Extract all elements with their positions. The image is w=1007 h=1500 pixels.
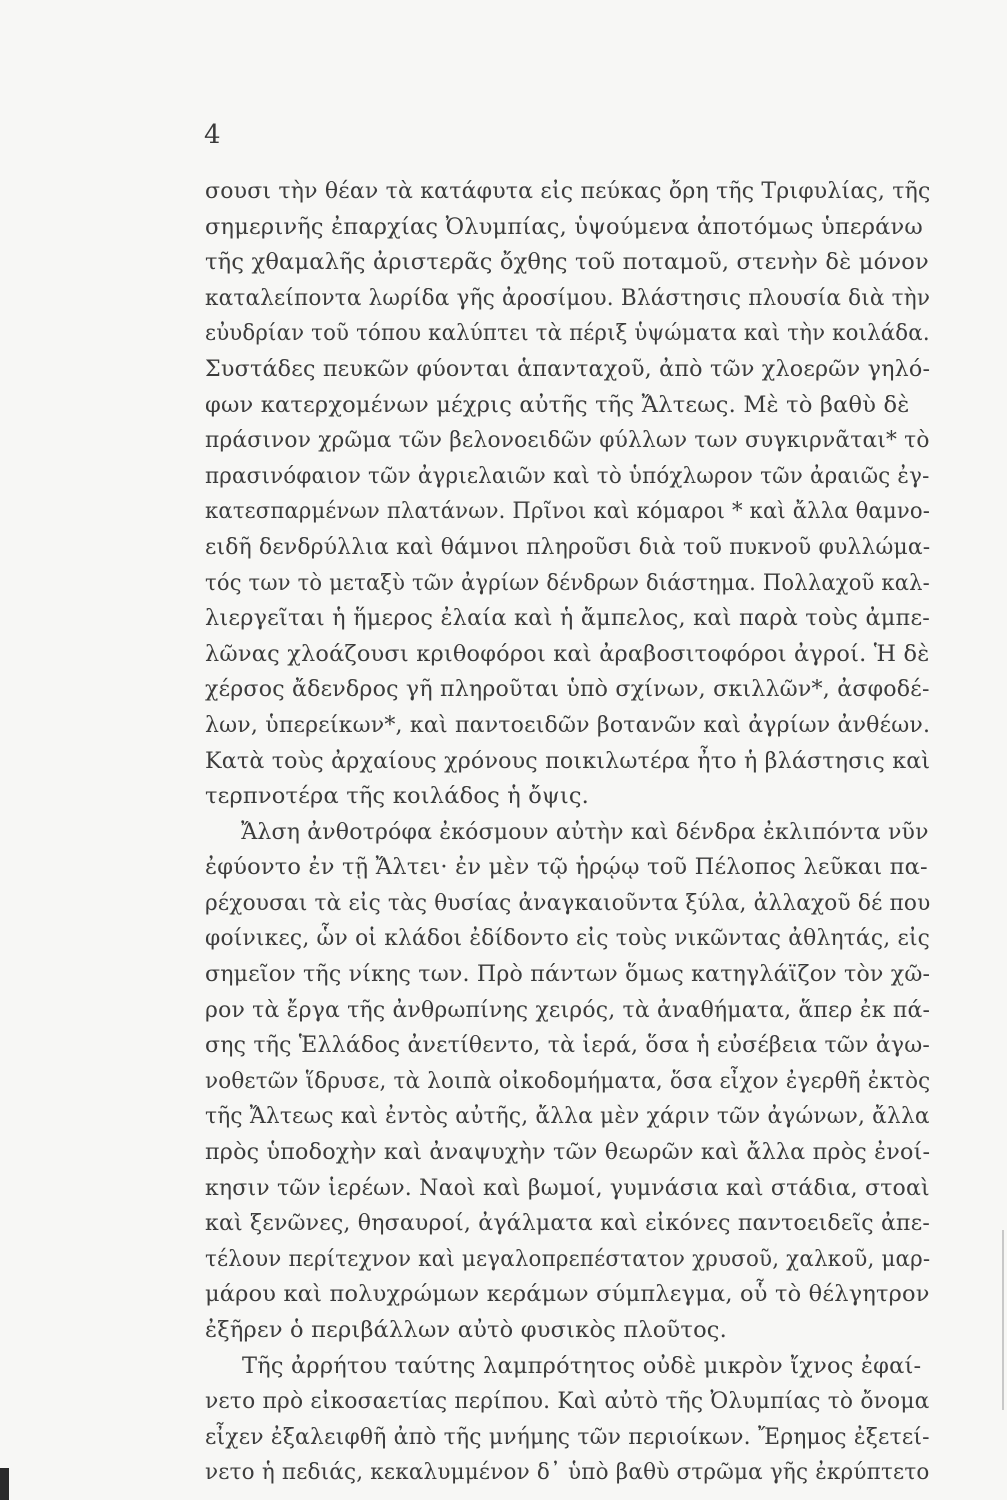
text-line: λων, ὑπερείκων*, καὶ παντοειδῶν βοτανῶν καὶ ἀγρίων ἀνθέων.	[205, 711, 931, 738]
text-line: σης τῆς Ἑλλάδος ἀνετίθεντο, τὰ ἱερά, ὅσα ἡ εὐσέβεια τῶν ἀγω-	[205, 1032, 931, 1059]
text-line: Συστάδες πευκῶν φύονται ἁπανταχοῦ, ἀπὸ τῶν χλοερῶν γηλό-	[205, 355, 931, 382]
body-text	[205, 174, 930, 1491]
text-line: πρασινόφαιον τῶν ἀγριελαιῶν καὶ τὸ ὑπόχλωρον τῶν ἀραιῶς ἐγ-	[205, 462, 930, 489]
text-line: φοίνικες, ὧν οἱ κλάδοι ἐδίδοντο εἰς τοὺς νικῶντας ἀθλητάς, εἰς	[205, 925, 931, 952]
scan-edge-mark	[0, 1468, 9, 1500]
text-line: ρον τὰ ἔργα τῆς ἀνθρωπίνης χειρός, τὰ ἀναθήματα, ἅπερ ἐκ πά-	[205, 996, 931, 1023]
text-line: νετο ἡ πεδιάς, κεκαλυμμένον δ᾽ ὑπὸ βαθὺ στρῶμα γῆς ἐκρύπτετο	[205, 1459, 930, 1486]
text-line: εὐυδρίαν τοῦ τόπου καλύπτει τὰ πέριξ ὑψώματα καὶ τὴν κοιλάδα.	[205, 320, 930, 347]
text-line: τῆς Ἄλτεως καὶ ἐντὸς αὐτῆς, ἄλλα μὲν χάριν τῶν ἀγώνων, ἄλλα	[205, 1103, 930, 1130]
text-line: σημεῖον τῆς νίκης των. Πρὸ πάντων ὅμως κατηγλάϊζον τὸν χῶ-	[205, 961, 931, 988]
text-line: φων κατερχομένων μέχρις αὐτῆς τῆς Ἄλτεως. Μὲ τὸ βαθὺ δὲ	[205, 391, 910, 418]
text-line: ἐξῆρεν ὁ περιβάλλων αὐτὸ φυσικὸς πλοῦτος.	[205, 1317, 727, 1343]
text-line: τός των τὸ μεταξὺ τῶν ἀγρίων δένδρων διάστημα. Πολλαχοῦ καλ-	[205, 569, 930, 596]
paragraph-first-line: Ἄλση ἀνθοτρόφα ἐκόσμουν αὐτὴν καὶ δένδρα ἐκλιπόντα νῦν	[241, 818, 929, 845]
text-line: κατεσπαρμένων πλατάνων. Πρῖνοι καὶ κόμαροι * καὶ ἄλλα θαμνο-	[205, 498, 931, 525]
scan-edge-mark	[1002, 1230, 1004, 1410]
text-line: λῶνας χλοάζουσι κριθοφόροι καὶ ἀραβοσιτοφόροι ἀγροί. Ἡ δὲ	[205, 640, 930, 667]
text-line: τερπνοτέρα τῆς κοιλάδος ἡ ὄψις.	[205, 783, 590, 810]
text-line: σουσι τὴν θέαν τὰ κατάφυτα εἰς πεύκας ὄρη τῆς Τριφυλίας, τῆς	[205, 178, 931, 204]
text-line: τέλουν περίτεχνον καὶ μεγαλοπρεπέστατον χρυσοῦ, χαλκοῦ, μαρ-	[205, 1245, 931, 1272]
text-line: ἐφύοντο ἐν τῇ Ἄλτει· ἐν μὲν τῷ ἡρῴῳ τοῦ Πέλοπος λεῦκαι πα-	[205, 854, 928, 881]
text-line: πρὸς ὑποδοχὴν καὶ ἀναψυχὴν τῶν θεωρῶν καὶ ἄλλα πρὸς ἐνοί-	[205, 1139, 931, 1166]
text-line: μάρου καὶ πολυχρώμων κεράμων σύμπλεγμα, οὗ τὸ θέλγητρον	[205, 1281, 930, 1308]
text-line: ειδῆ δενδρύλλια καὶ θάμνοι πληροῦσι διὰ τοῦ πυκνοῦ φυλλώμα-	[205, 533, 931, 560]
page-number: 4	[204, 120, 221, 150]
paragraph-first-line: Τῆς ἀρρήτου ταύτης λαμπρότητος οὐδὲ μικρὸν ἴχνος ἐφαί-	[242, 1352, 922, 1379]
text-line: ρέχουσαι τὰ εἰς τὰς θυσίας ἀναγκαιοῦντα ξύλα, ἀλλαχοῦ δέ που	[205, 889, 931, 916]
text-line: καὶ ξενῶνες, θησαυροί, ἀγάλματα καὶ εἰκόνες παντοειδεῖς ἀπε-	[205, 1210, 930, 1237]
text-line: καταλείποντα λωρίδα γῆς ἀροσίμου. Βλάστησις πλουσία διὰ τὴν	[205, 284, 931, 311]
text-line: σημερινῆς ἐπαρχίας Ὀλυμπίας, ὑψούμενα ἀποτόμως ὑπεράνω	[205, 213, 923, 240]
text-line: Κατὰ τοὺς ἀρχαίους χρόνους ποικιλωτέρα ἦτο ἡ βλάστησις καὶ	[205, 747, 931, 774]
text-line: κησιν τῶν ἱερέων. Ναοὶ καὶ βωμοί, γυμνάσια καὶ στάδια, στοαὶ	[205, 1174, 930, 1201]
text-line: νετο πρὸ εἰκοσαετίας περίπου. Καὶ αὐτὸ τῆς Ὀλυμπίας τὸ ὄνομα	[205, 1388, 930, 1415]
text-line: πράσινον χρῶμα τῶν βελονοειδῶν φύλλων των συγκιρνᾶται* τὸ	[205, 427, 930, 454]
text-line: τῆς χθαμαλῆς ἀριστερᾶς ὄχθης τοῦ ποταμοῦ, στενὴν δὲ μόνον	[205, 249, 929, 276]
text-line: χέρσος ἄδενδρος γῆ πληροῦται ὑπὸ σχίνων, σκιλλῶν*, ἀσφοδέ-	[205, 676, 930, 703]
text-line: εἶχεν ἐξαλειφθῆ ἀπὸ τῆς μνήμης τῶν περιοίκων. Ἔρημος ἐξετεί-	[205, 1423, 930, 1450]
text-line: λιεργεῖται ἡ ἥμερος ἐλαία καὶ ἡ ἄμπελος, καὶ παρὰ τοὺς ἀμπε-	[205, 605, 931, 632]
text-line: νοθετῶν ἵδρυσε, τὰ λοιπὰ οἰκοδομήματα, ὅσα εἶχον ἐγερθῆ ἐκτὸς	[205, 1067, 931, 1094]
